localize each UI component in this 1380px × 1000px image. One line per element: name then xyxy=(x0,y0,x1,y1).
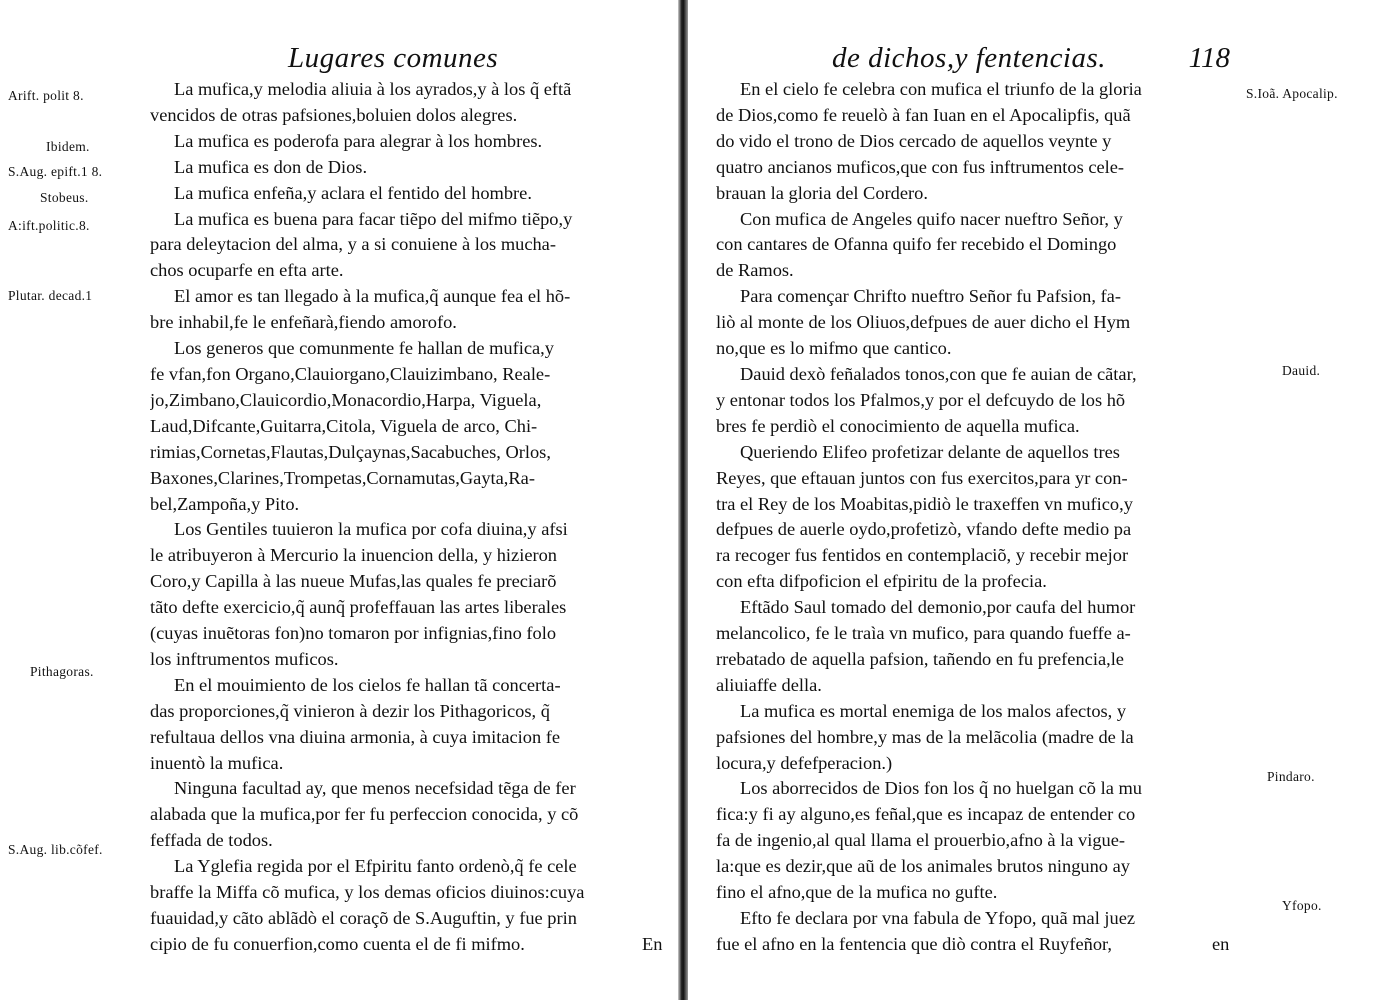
paragraph xyxy=(716,595,1224,699)
text-line: fue el afno en la fentencia que diò contra el Ruyfeñor, xyxy=(716,933,1113,954)
text-line: no,que es lo mifmo que cantico. xyxy=(716,338,952,359)
margin-note: S.Aug. lib.cõfef. xyxy=(8,842,103,857)
margin-note: Plutar. decad.1 xyxy=(8,288,93,303)
text-line: liò al monte de los Oliuos,defpues de auer dicho el Hym xyxy=(716,312,1131,333)
text-line: alabada que la mufica,por fer fu perfeccion conocida, y cõ xyxy=(150,804,579,825)
right-catchword: en xyxy=(1212,934,1230,954)
paragraph xyxy=(150,776,662,854)
text-line: tra el Rey de los Moabitas,pidiò le traxeffen vn mufico,y xyxy=(716,493,1133,514)
right-running-head: de dichos,y fentencias. xyxy=(832,42,1107,74)
text-line: defpues de auerle oydo,profetizò, vfando defte medio pa xyxy=(716,519,1132,540)
paragraph xyxy=(150,129,662,155)
text-line: con cantares de Ofanna quifo fer recebido el Domingo xyxy=(716,234,1117,255)
paragraph xyxy=(150,854,662,958)
text-line: fica:y fi ay alguno,es feñal,que es incapaz de entender co xyxy=(716,804,1136,825)
text-line: Los aborrecidos de Dios fon los q̃ no huelgan cõ la mu xyxy=(740,778,1142,799)
text-line: Coro,y Capilla à las nueue Mufas,las quales fe preciarõ xyxy=(150,571,557,592)
text-line: de Dios,como fe reuelò à fan Iuan en el Apocalipfis, quã xyxy=(716,104,1131,125)
right-text-block xyxy=(716,77,1224,958)
text-line: bel,Zampoña,y Pito. xyxy=(150,493,300,514)
paragraph xyxy=(716,776,1224,906)
left-page xyxy=(0,0,676,1000)
text-line: das proporciones,q̃ vinieron à dezir los Pithagoricos, q̃ xyxy=(150,700,550,721)
paragraph xyxy=(716,906,1224,958)
text-line: aliuiaffe della. xyxy=(716,674,822,695)
text-line: jo,Zimbano,Clauicordio,Monacordio,Harpa, Viguela, xyxy=(150,389,542,410)
text-line: feffada de todos. xyxy=(150,830,273,851)
margin-note: Stobeus. xyxy=(40,190,89,205)
text-line: fa de ingenio,al qual llama el prouerbio,afno à la vigue- xyxy=(716,830,1126,851)
margin-note: Yfopo. xyxy=(1282,898,1322,913)
margin-note: Pithagoras. xyxy=(30,664,94,679)
text-line: En el cielo fe celebra con mufica el triunfo de la gloria xyxy=(740,79,1142,99)
margin-note: S.Ioã. Apocalip. xyxy=(1246,86,1338,101)
text-line: Queriendo Elifeo profetizar delante de aquellos tres xyxy=(740,441,1120,462)
text-line: Laud,Difcante,Guitarra,Citola, Viguela de arco, Chi- xyxy=(150,415,538,436)
book-gutter xyxy=(678,0,688,1000)
page-number: 118 xyxy=(1188,42,1230,74)
paragraph xyxy=(150,673,662,777)
margin-note: S.Aug. epift.1 8. xyxy=(8,164,103,179)
paragraph xyxy=(716,77,1224,207)
text-line: Efto fe declara por vna fabula de Yfopo, quã mal juez xyxy=(740,908,1136,928)
text-line: para deleytacion del alma, y a si conuiene à los mucha- xyxy=(150,234,556,255)
text-line: con efta difpoficion el efpiritu de la profecia. xyxy=(716,571,1047,592)
text-line: brauan la gloria del Cordero. xyxy=(716,182,928,203)
text-line: Dauid dexò feñalados tonos,con que fe auian de cãtar, xyxy=(740,363,1137,384)
text-line: bres fe perdiò el conocimiento de aquella mufica. xyxy=(716,415,1080,436)
right-page xyxy=(692,0,1380,1000)
paragraph xyxy=(716,207,1224,285)
text-line: bre inhabil,fe le enfeñarà,fiendo amorofo. xyxy=(150,312,457,333)
paragraph xyxy=(150,207,662,285)
text-line: vencidos de otras pafsiones,boluien dolos alegres. xyxy=(150,104,518,125)
left-running-head: Lugares comunes xyxy=(288,42,499,74)
text-line: En el mouimiento de los cielos fe hallan tã concerta- xyxy=(174,674,561,695)
text-line: Reyes, que eftauan juntos con fus exercitos,para yr con- xyxy=(716,467,1128,488)
text-line: pafsiones del hombre,y mas de la melãcolia (madre de la xyxy=(716,726,1134,747)
text-line: braffe la Miffa cõ mufica, y los demas oficios diuinos:cuya xyxy=(150,882,585,903)
text-line: refultaua dellos vna diuina armonia, à cuya imitacion fe xyxy=(150,726,561,747)
paragraph xyxy=(150,284,662,336)
text-line: inuentò la mufica. xyxy=(150,752,284,773)
text-line: cipio de fu conuerfion,como cuenta el de fi mifmo. xyxy=(150,933,525,954)
margin-note: Arift. polit 8. xyxy=(8,88,84,103)
text-line: le atribuyeron à Mercurio la inuencion della, y hizieron xyxy=(150,545,557,566)
text-line: chos ocuparfe en efta arte. xyxy=(150,260,344,281)
text-line: La mufica,y melodia aliuia à los ayrados,y à los q̃ eftã xyxy=(174,79,572,99)
paragraph xyxy=(150,336,662,517)
text-line: de Ramos. xyxy=(716,260,794,281)
text-line: fino el afno,que de la mufica no gufte. xyxy=(716,882,998,903)
text-line: la:que es dezir,que aũ de los animales brutos ninguno ay xyxy=(716,856,1130,877)
text-line: fuauidad,y cãto ablãdò el coraçõ de S.Auguftin, y fue prin xyxy=(150,908,577,928)
text-line: La Yglefia regida por el Efpiritu fanto ordenò,q̃ fe cele xyxy=(174,856,577,877)
margin-note: A:ift.politic.8. xyxy=(8,218,90,233)
text-line: Con mufica de Angeles quifo nacer nueftro Señor, y xyxy=(740,208,1123,229)
text-line: melancolico, fe le traìa vn mufico, para quando fueffe a- xyxy=(716,623,1131,644)
text-line: Los Gentiles tuuieron la mufica por cofa diuina,y afsi xyxy=(174,519,568,540)
text-line: La mufica es poderofa para alegrar à los hombres. xyxy=(174,130,543,151)
text-line: Baxones,Clarines,Trompetas,Cornamutas,Gayta,Ra- xyxy=(150,467,535,488)
text-line: (cuyas inuẽtoras fon)no tomaron por infignias,fino folo xyxy=(150,623,557,644)
margin-note: Dauid. xyxy=(1282,363,1321,378)
paragraph xyxy=(150,517,662,672)
text-line: rrebatado de aquella pafsion, tañendo en fu prefencia,le xyxy=(716,648,1124,669)
margin-note: Ibidem. xyxy=(46,139,90,154)
text-line: do vido el trono de Dios cercado de aquellos veynte y xyxy=(716,130,1112,151)
text-line: fe vfan,fon Organo,Clauiorgano,Clauizimbano, Reale- xyxy=(150,363,551,384)
text-line: quatro ancianos muficos,que con fus inftrumentos cele- xyxy=(716,156,1125,177)
margin-note: Pindaro. xyxy=(1267,769,1315,784)
paragraph xyxy=(716,284,1224,362)
text-line: tãto defte exercicio,q̃ aunq̃ profeffauan las artes liberales xyxy=(150,597,567,618)
text-line: los inftrumentos muficos. xyxy=(150,648,339,669)
text-line: La mufica es mortal enemiga de los malos afectos, y xyxy=(740,700,1127,721)
text-line: Ninguna facultad ay, que menos necefsidad tẽga de fer xyxy=(174,778,576,799)
paragraph xyxy=(150,77,662,129)
text-line: ra recoger fus fentidos en contemplaciõ, y recebir mejor xyxy=(716,545,1129,566)
text-line: Para començar Chrifto nueftro Señor fu Pafsion, fa- xyxy=(740,286,1121,307)
text-line: La mufica es don de Dios. xyxy=(174,156,368,177)
paragraph xyxy=(716,699,1224,777)
text-line: locura,y defefperacion.) xyxy=(716,752,893,773)
text-line: y entonar todos los Pfalmos,y por el defcuydo de los hõ xyxy=(716,389,1126,410)
text-line: rimias,Cornetas,Flautas,Dulçaynas,Sacabuches, Orlos, xyxy=(150,441,551,462)
left-catchword: En xyxy=(642,934,663,954)
text-line: La mufica es buena para facar tiẽpo del mifmo tiẽpo,y xyxy=(174,208,573,229)
paragraph xyxy=(716,362,1224,440)
paragraph xyxy=(150,155,662,181)
paragraph xyxy=(150,181,662,207)
text-line: El amor es tan llegado à la mufica,q̃ aunque fea el hõ- xyxy=(174,286,571,307)
text-line: La mufica enfeña,y aclara el fentido del hombre. xyxy=(174,182,532,203)
text-line: Eftãdo Saul tomado del demonio,por caufa del humor xyxy=(740,597,1136,618)
left-text-block xyxy=(150,77,662,958)
paragraph xyxy=(716,440,1224,595)
text-line: Los generos que comunmente fe hallan de mufica,y xyxy=(174,338,554,359)
